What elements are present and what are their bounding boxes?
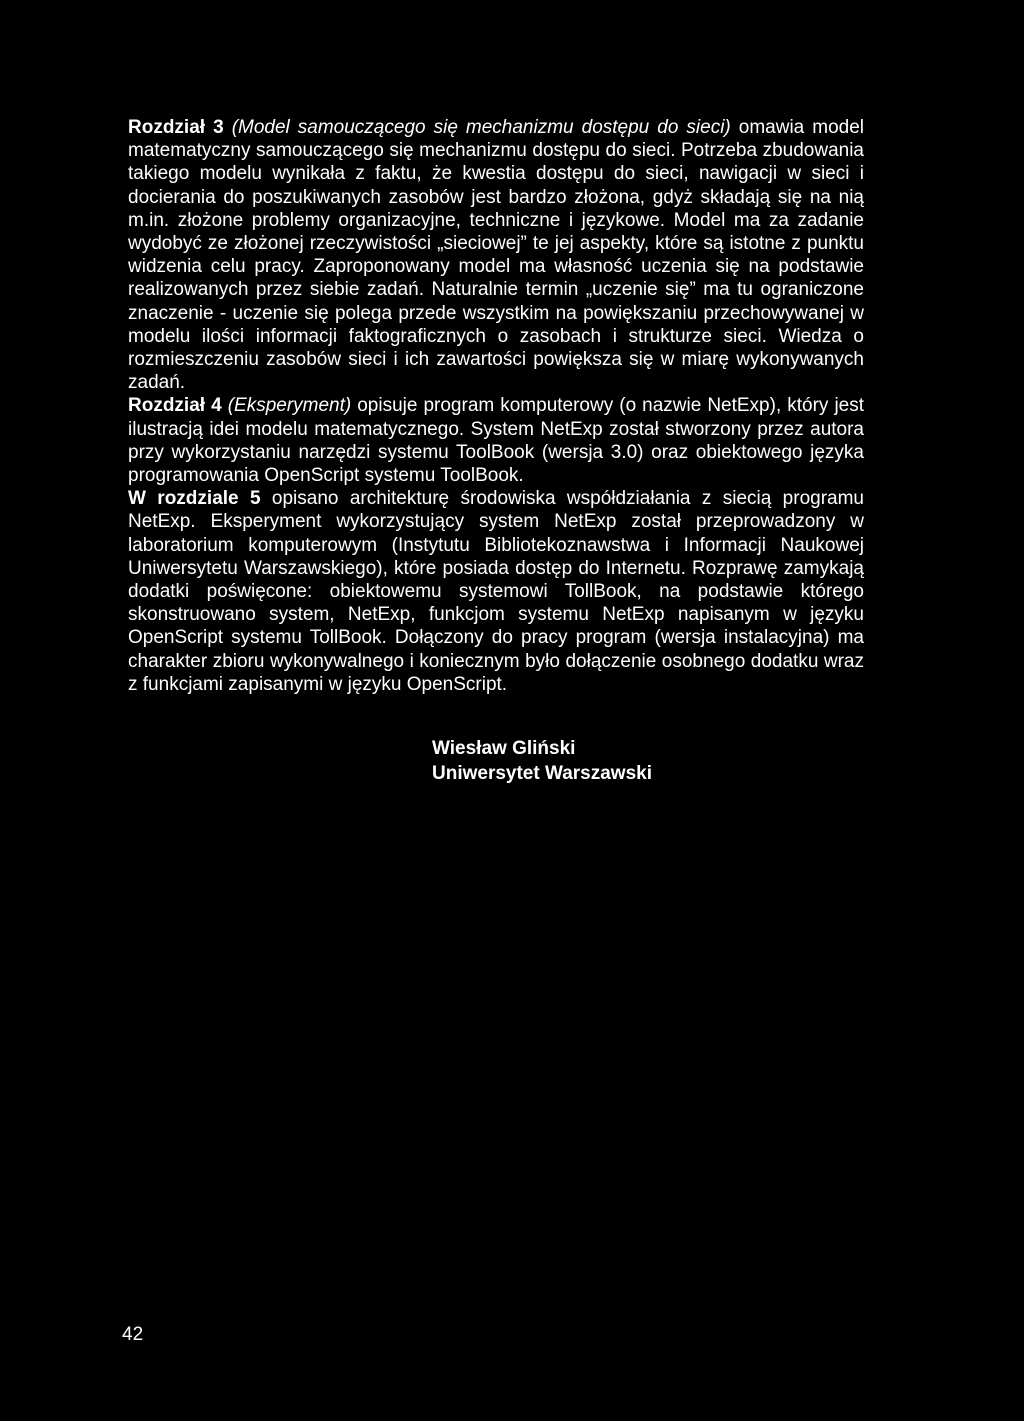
chapter-4-title: (Eksperyment) [227,395,352,417]
chapter-3-description: omawia model matematyczny samouczącego się mechanizmu dostępu do sieci. Potrzeba zbudowania takiego modelu wynikała z faktu, że kwestia dostępu do sieci, nawigacji w sieci i docierania do poszukiwanych zasobów jest bardzo złożona, gdyż składają się na nią m.in. złożone problemy organizacyjne, techniczne i językowe. Model ma za zadanie wydobyć ze złożonej rzeczywistości „sieciowej” te jej aspekty, które są istotne z punktu widzenia celu pracy. Zaproponowany model ma własność uczenia się na podstawie realizowanych przez siebie zadań. Naturalnie termin „uczenie się” ma tu ograniczone znaczenie - uczenie się polega przede wszystkim na powiększaniu przechowywanej w modelu ilości informacji faktograficznych o zasobach i strukturze sieci. Wiedza o rozmieszczeniu zasobów sieci i ich zawartości powiększa się w miarę wykonywanych zadań. [128,117,865,394]
page-number: 42 [122,1324,144,1345]
paragraph-chapter-5 [128,487,864,696]
body-text [128,116,864,696]
chapter-3-title: (Model samouczącego się mechanizmu dostępu do sieci) [231,117,731,138]
chapter-4-description: opisuje program komputerowy (o nazwie NetExp), który jest ilustracją idei modelu matematycznego. System NetExp został stworzony przez autora przy wykorzystaniu narzędzi systemu ToolBook (wersja 3.0) oraz obiektowego języka programowania OpenScript systemu ToolBook. [128,395,865,487]
chapter-5-label: W rozdziale 5 [128,488,261,510]
chapter-3-label: Rozdział 3 [128,117,224,138]
author-name: Wiesław Gliński [432,738,576,759]
paragraph-chapter-4 [128,394,864,487]
chapter-5-description: opisano architekturę środowiska współdziałania z siecią programu NetExp. Eksperyment wykorzystujący system NetExp został przeprowadzony w laboratorium komputerowym (Instytutu Bibliotekoznawstwa i Informacji Naukowej Uniwersytetu Warszawskiego), które posiada dostęp do Internetu. Rozprawę zamykają dodatki poświęcone: obiektowemu systemowi TollBook, na podstawie którego skonstruowano system, NetExp, funkcjom systemu NetExp napisanym w języku OpenScript systemu TollBook. Dołączony do pracy program (wersja instalacyjna) ma charakter zbioru wykonywalnego i koniecznym było dołączenie osobnego dodatku wraz z funkcjami zapisanymi w języku OpenScript. [128,488,864,695]
author-institution: Uniwersytet Warszawski [432,763,652,784]
chapter-4-label: Rozdział 4 [128,395,222,417]
paragraph-chapter-3 [128,116,864,394]
signature-block [432,736,652,786]
